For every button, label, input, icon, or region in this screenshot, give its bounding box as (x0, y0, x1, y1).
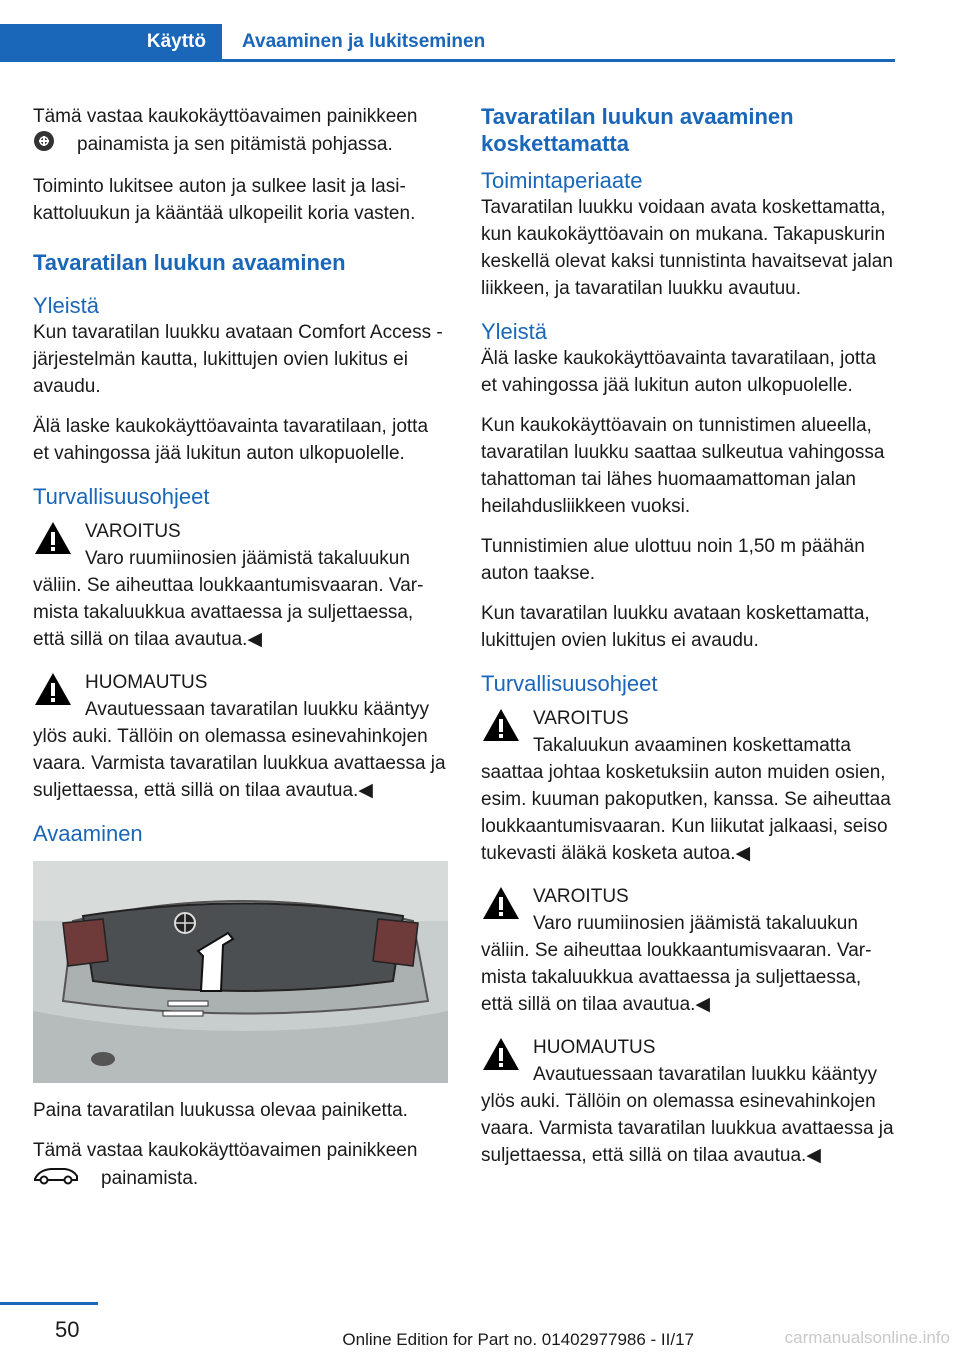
warning-text: Takaluukun avaaminen koskettamatta (533, 735, 851, 756)
paragraph: Tavaratilan luukku voidaan avata koskettamatta, kun kaukokäyttöavain on mukana. Takapuskurin keskellä olevat kaksi tunnistinta havaitsevat jalan liikkeen, ja tavaratilan luukku avautuu. (481, 197, 893, 299)
page-number: 50 (55, 1317, 80, 1342)
notice-text: ylös auki. Tällöin on olemassa esinevahinkojen vaara. Varmista tavaratilan luukkua avattaessa ja suljettaessa, että sillä on tilaa avautua.◀ (481, 1091, 894, 1166)
paragraph: Kun tavaratilan luukku avataan koskettamatta, lukittujen ovien lukitus ei avaudu. (481, 603, 870, 651)
warning-text: väliin. Se aiheuttaa loukkaantumisvaaran. Varmista takaluukkua avattaessa ja suljettaessa, että sillä on tilaa avautua.◀ (481, 940, 872, 1015)
paragraph: Älä laske kaukokäyttöavainta tavaratilaan, jotta et vahingossa jää lukitun auton ulkopuolelle. (481, 348, 877, 396)
subsection-heading: Turvallisuusohjeet (481, 671, 658, 696)
paragraph: Tunnistimien alue ulottuu noin 1,50 m päähän auton taakse. (481, 536, 865, 584)
warning-block (33, 518, 449, 653)
paragraph-text: painamista. (101, 1168, 199, 1190)
paragraph: Älä laske kaukokäyttöavainta tavaratilaan, jotta et vahingossa jää lukitun auton ulkopuolelle. (33, 416, 429, 464)
tailgate-illustration (33, 861, 448, 1083)
warning-triangle-icon (33, 520, 73, 561)
notice-text: Avautuessaan tavaratilan luukku kääntyy (85, 699, 429, 720)
page-header (0, 0, 895, 60)
notice-block (481, 1034, 895, 1169)
section-heading: Tavaratilan luukun avaaminen koskettamatta (481, 104, 794, 156)
paragraph-text: painamista ja sen pitämistä pohjassa. (77, 134, 393, 156)
subsection-heading: Avaaminen (33, 821, 143, 846)
paragraph (33, 103, 449, 160)
paragraph (33, 1137, 449, 1194)
warning-label: VAROITUS (533, 886, 629, 907)
warning-label: VAROITUS (85, 521, 181, 542)
key-lock-button-icon (33, 130, 55, 160)
warning-text: saattaa johtaa kosketuksiin auton muiden osien, esim. kuuman pakoputken, kanssa. Se aiheuttaa loukkaantumisvaaran. Kun liikutat jalkaasi, seiso tukevasti äläkä kosketa autoa.◀ (481, 762, 891, 864)
warning-text: väliin. Se aiheuttaa loukkaantumisvaaran. Varmista takaluukkua avattaessa ja suljettaessa, että sillä on tilaa avautua.◀ (33, 575, 424, 650)
warning-text: Varo ruumiinosien jäämistä takaluukun (85, 548, 410, 569)
subsection-heading: Yleistä (33, 293, 100, 318)
paragraph: Paina tavaratilan luukussa olevaa painiketta. (33, 1100, 408, 1121)
chapter-tab[interactable]: Käyttö (0, 24, 222, 60)
notice-text: Avautuessaan tavaratilan luukku kääntyy (533, 1064, 877, 1085)
header-rule (0, 59, 895, 62)
subsection-heading: Turvallisuusohjeet (33, 484, 210, 509)
paragraph-text: Tämä vastaa kaukokäyttöavaimen painikkeen (33, 1140, 418, 1161)
warning-block (481, 883, 895, 1018)
warning-block (481, 705, 895, 867)
section-heading: Tavaratilan luukun avaaminen (33, 250, 346, 275)
section-breadcrumb[interactable]: Avaaminen ja lukitseminen (242, 31, 486, 52)
warning-triangle-icon (481, 707, 521, 748)
warning-triangle-icon (481, 885, 521, 926)
right-column (481, 103, 895, 1185)
car-tailgate-button-icon (33, 1164, 79, 1194)
paragraph: Kun kaukokäyttöavain on tunnistimen alueella, tavaratilan luukku saattaa sulkeutua vahingossa tahattoman tai lähes huomaamattoman jalan heilahdusliikkeen vuoksi. (481, 415, 885, 517)
watermark: carmanualsonline.info (784, 1328, 950, 1347)
paragraph-text: Tämä vastaa kaukokäyttöavaimen painikkeen (33, 106, 418, 127)
subsection-heading: Yleistä (481, 319, 548, 344)
footer-rule (0, 1302, 98, 1305)
left-column (33, 103, 449, 1207)
paragraph: Kun tavaratilan luukku avataan Comfort Access -järjestelmän kautta, lukittujen ovien lukitus ei avaudu. (33, 322, 443, 397)
edition-note: Online Edition for Part no. 01402977986 - II/17 (342, 1330, 694, 1349)
notice-block (33, 669, 449, 804)
paragraph: Toiminto lukitsee auton ja sulkee lasit ja lasikattoluukun ja kääntää ulkopeilit koria vasten. (33, 176, 416, 224)
warning-text: Varo ruumiinosien jäämistä takaluukun (533, 913, 858, 934)
warning-label: VAROITUS (533, 708, 629, 729)
subsection-heading: Toimintaperiaate (481, 168, 643, 193)
notice-label: HUOMAUTUS (533, 1037, 656, 1058)
warning-triangle-icon (481, 1036, 521, 1077)
warning-triangle-icon (33, 671, 73, 712)
notice-text: ylös auki. Tällöin on olemassa esinevahinkojen vaara. Varmista tavaratilan luukkua avattaessa ja suljettaessa, että sillä on tilaa avautua.◀ (33, 726, 446, 801)
notice-label: HUOMAUTUS (85, 672, 208, 693)
